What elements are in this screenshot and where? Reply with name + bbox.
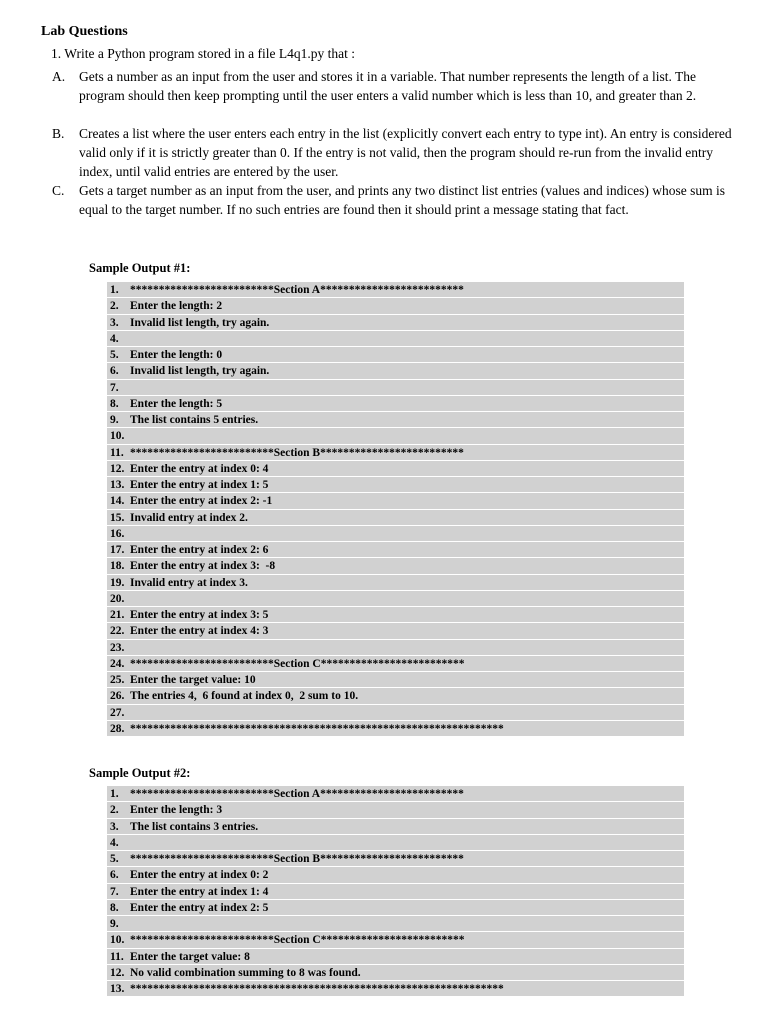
code-line	[107, 688, 684, 704]
part-c-label: C.	[52, 183, 65, 198]
line-text: Enter the length: 0	[130, 349, 223, 361]
part-b-text: Creates a list where the user enters each entry in the list (explicitly convert each entry to type int). An entry is considered valid only if it is strictly greater than 0. If the entry is not valid, then the program should re-run from the invalid entry index, until valid entries are entered by the user.	[79, 126, 732, 179]
line-text: Enter the entry at index 0: 2	[130, 869, 269, 882]
code-line	[107, 542, 684, 558]
line-number: 8.	[110, 397, 119, 410]
line-text: *************************Section C*************************	[130, 934, 465, 947]
line-text: Enter the length: 2	[130, 300, 223, 313]
line-text: Enter the entry at index 3: 5	[130, 609, 269, 621]
sample-output-1-box	[107, 282, 684, 737]
code-line	[107, 396, 684, 412]
line-text: Invalid entry at index 2.	[130, 511, 248, 524]
line-text: Invalid list length, try again.	[130, 365, 270, 378]
line-number: 6.	[110, 365, 119, 378]
line-number: 10.	[110, 934, 125, 947]
sample-output-1-label: Sample Output #1:	[89, 261, 191, 275]
line-number: 7.	[110, 885, 119, 898]
code-line	[107, 672, 684, 688]
line-number: 9.	[110, 918, 119, 930]
code-line	[107, 721, 684, 737]
line-number: 2.	[110, 300, 119, 313]
line-text: Enter the entry at index 4: 3	[130, 625, 269, 638]
line-text: *****************************************************************	[130, 722, 504, 735]
line-text: The list contains 3 entries.	[130, 820, 259, 833]
code-line	[107, 526, 684, 542]
line-number: 10.	[110, 430, 125, 443]
code-line	[107, 380, 684, 396]
code-line	[107, 493, 684, 509]
part-c-text: Gets a target number as an input from the user, and prints any two distinct list entries (values and indices) whose sum is equal to the target number. If no such entries are found then it should print a message stating that fact.	[79, 183, 725, 217]
line-number: 8.	[110, 901, 119, 914]
line-number: 4.	[110, 836, 119, 849]
line-number: 17.	[110, 544, 125, 556]
line-number: 19.	[110, 576, 125, 589]
sample-output-2-label: Sample Output #2:	[89, 766, 191, 780]
line-number: 5.	[110, 349, 119, 361]
line-number: 27.	[110, 706, 125, 719]
code-line	[107, 412, 684, 428]
part-a-label: A.	[52, 69, 66, 84]
line-text: Enter the entry at index 2: 6	[130, 544, 269, 556]
line-text: Enter the length: 5	[130, 397, 223, 410]
line-number: 21.	[110, 609, 125, 621]
code-line	[107, 575, 684, 591]
line-number: 28.	[110, 722, 125, 735]
code-line	[107, 900, 684, 916]
line-number: 4.	[110, 332, 119, 345]
sample-output-2-box	[107, 786, 684, 997]
code-line	[107, 705, 684, 721]
line-text: Enter the entry at index 2: 5	[130, 901, 269, 914]
line-number: 13.	[110, 479, 125, 491]
code-line	[107, 819, 684, 835]
line-text: Enter the entry at index 1: 5	[130, 479, 269, 491]
part-b-label: B.	[52, 126, 65, 141]
line-number: 12.	[110, 966, 125, 979]
line-text: Enter the entry at index 2: -1	[130, 495, 273, 508]
line-text: Enter the target value: 10	[130, 674, 256, 686]
code-line	[107, 835, 684, 851]
line-number: 11.	[110, 446, 124, 459]
line-text: Enter the entry at index 0: 4	[130, 462, 269, 475]
line-number: 22.	[110, 625, 125, 638]
line-text: *************************Section A*************************	[130, 788, 464, 800]
line-number: 14.	[110, 495, 125, 508]
code-line	[107, 786, 684, 802]
line-number: 3.	[110, 820, 119, 833]
code-line	[107, 802, 684, 818]
line-text: The list contains 5 entries.	[130, 414, 259, 426]
line-number: 26.	[110, 690, 125, 703]
code-line	[107, 591, 684, 607]
code-line	[107, 949, 684, 965]
code-line	[107, 363, 684, 379]
line-text: No valid combination summing to 8 was found.	[130, 966, 361, 979]
code-line	[107, 282, 684, 298]
line-text: *************************Section B*************************	[130, 446, 464, 459]
line-text: Enter the target value: 8	[130, 950, 250, 963]
code-line	[107, 640, 684, 656]
line-number: 1.	[110, 788, 119, 800]
line-text: *****************************************************************	[130, 983, 504, 995]
line-text: *************************Section C*************************	[130, 657, 465, 670]
code-line	[107, 298, 684, 314]
code-line	[107, 315, 684, 331]
code-line	[107, 347, 684, 363]
line-number: 6.	[110, 869, 119, 882]
code-line	[107, 477, 684, 493]
code-line	[107, 623, 684, 639]
page-heading: Lab Questions	[41, 24, 128, 39]
line-text: Enter the entry at index 1: 4	[130, 885, 269, 898]
code-line	[107, 558, 684, 574]
part-b	[52, 124, 742, 181]
line-number: 2.	[110, 804, 119, 817]
part-a	[52, 67, 742, 105]
line-number: 13.	[110, 983, 125, 995]
line-text: Invalid entry at index 3.	[130, 576, 248, 589]
code-line	[107, 510, 684, 526]
line-text: *************************Section A*************************	[130, 284, 464, 296]
line-number: 25.	[110, 674, 125, 686]
code-line	[107, 981, 684, 997]
line-number: 11.	[110, 950, 124, 963]
code-line	[107, 851, 684, 867]
line-text: Invalid list length, try again.	[130, 316, 270, 329]
code-line	[107, 331, 684, 347]
part-c	[52, 181, 742, 219]
code-line	[107, 932, 684, 948]
code-line	[107, 867, 684, 883]
line-number: 7.	[110, 381, 119, 394]
line-number: 9.	[110, 414, 119, 426]
line-text: The entries 4, 6 found at index 0, 2 sum to 10.	[130, 690, 359, 703]
code-line	[107, 884, 684, 900]
code-line	[107, 916, 684, 932]
line-number: 24.	[110, 657, 125, 670]
code-line	[107, 461, 684, 477]
line-number: 20.	[110, 592, 125, 605]
line-text: Enter the length: 3	[130, 804, 223, 817]
line-number: 23.	[110, 641, 125, 654]
code-line	[107, 445, 684, 461]
code-line	[107, 656, 684, 672]
line-text: *************************Section B*************************	[130, 853, 464, 865]
line-number: 12.	[110, 462, 125, 475]
line-number: 16.	[110, 527, 125, 540]
line-text: Enter the entry at index 3: -8	[130, 560, 276, 573]
line-number: 5.	[110, 853, 119, 865]
line-number: 1.	[110, 284, 119, 296]
line-number: 3.	[110, 316, 119, 329]
code-line	[107, 607, 684, 623]
line-number: 18.	[110, 560, 125, 573]
part-a-text: Gets a number as an input from the user and stores it in a variable. That number represents the length of a list. The program should then keep prompting until the user enters a valid number which is less than 10, and greater than 2.	[79, 69, 697, 103]
question-1: 1. Write a Python program stored in a file L4q1.py that :	[51, 46, 356, 61]
code-line	[107, 428, 684, 444]
line-number: 15.	[110, 511, 125, 524]
code-line	[107, 965, 684, 981]
